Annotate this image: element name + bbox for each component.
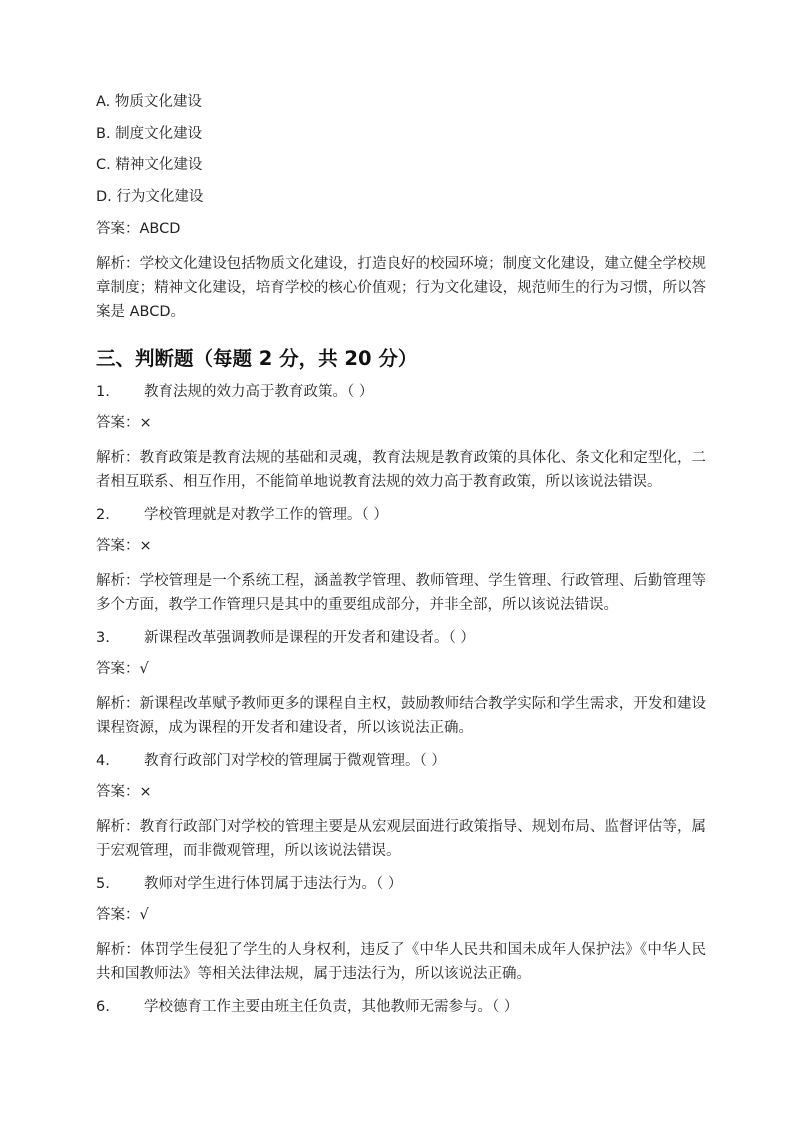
question-6 bbox=[96, 997, 706, 1017]
question-1 bbox=[96, 382, 706, 505]
question-text: 学校德育工作主要由班主任负责，其他教师无需参与。（ ） bbox=[144, 998, 519, 1015]
question-number: 5. bbox=[96, 875, 110, 892]
answer: 答案：× bbox=[96, 414, 152, 431]
question-2 bbox=[96, 505, 706, 628]
option-b: B. 制度文化建设 bbox=[96, 125, 203, 142]
answer: 答案：× bbox=[96, 783, 152, 800]
option-a: A. 物质文化建设 bbox=[96, 94, 202, 110]
explanation: 解析：学校管理是一个系统工程，涵盖教学管理、教师管理、学生管理、行政管理、后勤管理等多个方面，教学工作管理只是其中的重要组成部分，并非全部，所以该说法错误。 bbox=[96, 572, 706, 613]
explanation: 解析：体罚学生侵犯了学生的人身权利，违反了《中华人民共和国未成年人保护法》《中华人民共和国教师法》等相关法律法规，属于违法行为，所以该说法正确。 bbox=[96, 941, 706, 982]
explanation: 解析：教育行政部门对学校的管理主要是从宏观层面进行政策指导、规划布局、监督评估等，属于宏观管理，而非微观管理，所以该说法错误。 bbox=[96, 818, 706, 859]
question-5 bbox=[96, 874, 706, 997]
document-page bbox=[96, 92, 706, 1028]
answer: 答案：ABCD bbox=[96, 220, 181, 237]
option-c: C. 精神文化建设 bbox=[96, 157, 203, 174]
option-d: D. 行为文化建设 bbox=[96, 189, 204, 206]
section-title: 三、判断题（每题 2 分，共 20 分） bbox=[96, 346, 418, 370]
question-text: 学校管理就是对教学工作的管理。（ ） bbox=[144, 506, 388, 523]
answer: 答案：√ bbox=[96, 906, 149, 923]
question-number: 6. bbox=[96, 998, 110, 1015]
question-4 bbox=[96, 751, 706, 874]
question-number: 1. bbox=[96, 383, 110, 400]
explanation: 解析：新课程改革赋予教师更多的课程自主权，鼓励教师结合教学实际和学生需求，开发和建设课程资源，成为课程的开发者和建设者，所以该说法正确。 bbox=[96, 695, 706, 736]
explanation: 解析：教育政策是教育法规的基础和灵魂，教育法规是教育政策的具体化、条文化和定型化，二者相互联系、相互作用，不能简单地说教育法规的效力高于教育政策，所以该说法错误。 bbox=[96, 449, 706, 490]
question-text: 新课程改革强调教师是课程的开发者和建设者。（ ） bbox=[144, 629, 475, 646]
question-3 bbox=[96, 628, 706, 751]
question-number: 2. bbox=[96, 506, 110, 523]
question-number: 4. bbox=[96, 752, 110, 769]
question-text: 教育行政部门对学校的管理属于微观管理。（ ） bbox=[144, 752, 446, 769]
question-text: 教师对学生进行体罚属于违法行为。（ ） bbox=[144, 875, 403, 892]
answer: 答案：× bbox=[96, 537, 152, 554]
answer: 答案：√ bbox=[96, 660, 149, 677]
question-number: 3. bbox=[96, 629, 110, 646]
explanation: 解析：学校文化建设包括物质文化建设，打造良好的校园环境；制度文化建设，建立健全学校规章制度；精神文化建设，培育学校的核心价值观；行为文化建设，规范师生的行为习惯，所以答案是 ABCD。 bbox=[96, 255, 706, 320]
question-text: 教育法规的效力高于教育政策。（ ） bbox=[144, 383, 374, 400]
